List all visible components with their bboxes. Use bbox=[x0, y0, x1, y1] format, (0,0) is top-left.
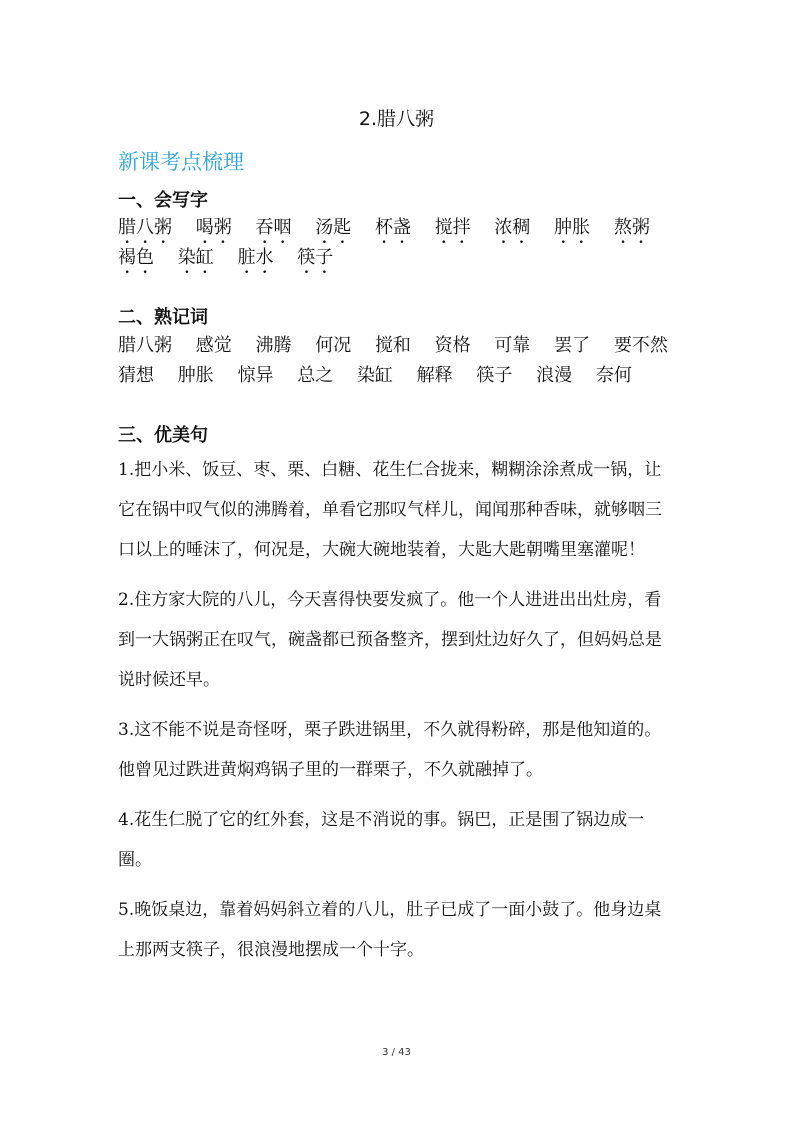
word-item: 资格 bbox=[434, 335, 471, 356]
word-item: 喝粥 bbox=[195, 217, 232, 238]
word-item: 罢了 bbox=[554, 335, 591, 356]
word-item: 熬粥 bbox=[613, 217, 650, 238]
word-item: 染缸 bbox=[356, 365, 393, 386]
word-item: 感觉 bbox=[195, 335, 232, 356]
word-item: 吞咽 bbox=[255, 217, 292, 238]
memorize-words-row-2 bbox=[118, 361, 650, 387]
word-item: 脏水 bbox=[237, 247, 274, 268]
document-title: 2.腊八粥 bbox=[358, 108, 435, 130]
word-item: 要不然 bbox=[613, 335, 668, 356]
heading-memorize-words: 二、熟记词 bbox=[118, 307, 208, 328]
word-item: 汤匙 bbox=[315, 217, 352, 238]
memorize-words-row-1 bbox=[118, 331, 686, 357]
sentence-list bbox=[118, 450, 678, 980]
word-item: 筷子 bbox=[476, 365, 513, 386]
word-item: 腊八粥 bbox=[118, 217, 172, 238]
word-item: 褐色 bbox=[118, 247, 154, 268]
sentence-item: 2.住方家大院的八儿，今天喜得快要发疯了。他一个人进进出出灶房，看到一大锅粥正在叹气，碗盏都已预备整齐，摆到灶边好久了，但妈妈总是说时候还早。 bbox=[118, 590, 662, 690]
section-subtitle: 新课考点梳理 bbox=[118, 150, 244, 174]
heading-beautiful-sentences: 三、优美句 bbox=[118, 425, 208, 446]
word-item: 沸腾 bbox=[255, 335, 292, 356]
sentence-item: 5.晚饭桌边，靠着妈妈斜立着的八儿，肚子已成了一面小鼓了。他身边桌上那两支筷子，很浪漫地摆成一个十字。 bbox=[118, 900, 662, 960]
write-words-row-2 bbox=[118, 243, 351, 278]
word-item: 总之 bbox=[297, 365, 334, 386]
word-item: 染缸 bbox=[177, 247, 214, 268]
word-item: 腊八粥 bbox=[118, 335, 172, 356]
word-item: 何况 bbox=[315, 335, 352, 356]
heading-write-characters: 一、会写字 bbox=[118, 190, 208, 211]
word-item: 可靠 bbox=[494, 335, 531, 356]
word-item: 肿胀 bbox=[554, 217, 591, 238]
page-number: 3 / 43 bbox=[382, 1047, 411, 1058]
word-item: 浪漫 bbox=[536, 365, 573, 386]
word-item: 肿胀 bbox=[177, 365, 214, 386]
sentence-item: 1.把小米、饭豆、枣、栗、白糖、花生仁合拢来，糊糊涂涂煮成一锅，让它在锅中叹气似的沸腾着，单看它那叹气样儿，闻闻那种香味，就够咽三口以上的唾沫了，何况是，大碗大碗地装着，大匙大匙朝嘴里塞灌呢！ bbox=[118, 460, 662, 560]
word-item: 解释 bbox=[416, 365, 453, 386]
word-item: 杯盏 bbox=[374, 217, 411, 238]
word-item: 奈何 bbox=[595, 365, 632, 386]
word-item: 搅和 bbox=[374, 335, 411, 356]
sentence-item: 4.花生仁脱了它的红外套，这是不消说的事。锅巴，正是围了锅边成一圈。 bbox=[118, 810, 645, 870]
sentence-item: 3.这不能不说是奇怪呀，栗子跌进锅里，不久就得粉碎，那是他知道的。他曾见过跌进黄焖鸡锅子里的一群栗子，不久就融掉了。 bbox=[118, 720, 662, 780]
word-item: 浓稠 bbox=[494, 217, 531, 238]
word-item: 猜想 bbox=[118, 365, 154, 386]
word-item: 搅拌 bbox=[434, 217, 471, 238]
word-item: 惊异 bbox=[237, 365, 274, 386]
word-item: 筷子 bbox=[297, 247, 334, 268]
